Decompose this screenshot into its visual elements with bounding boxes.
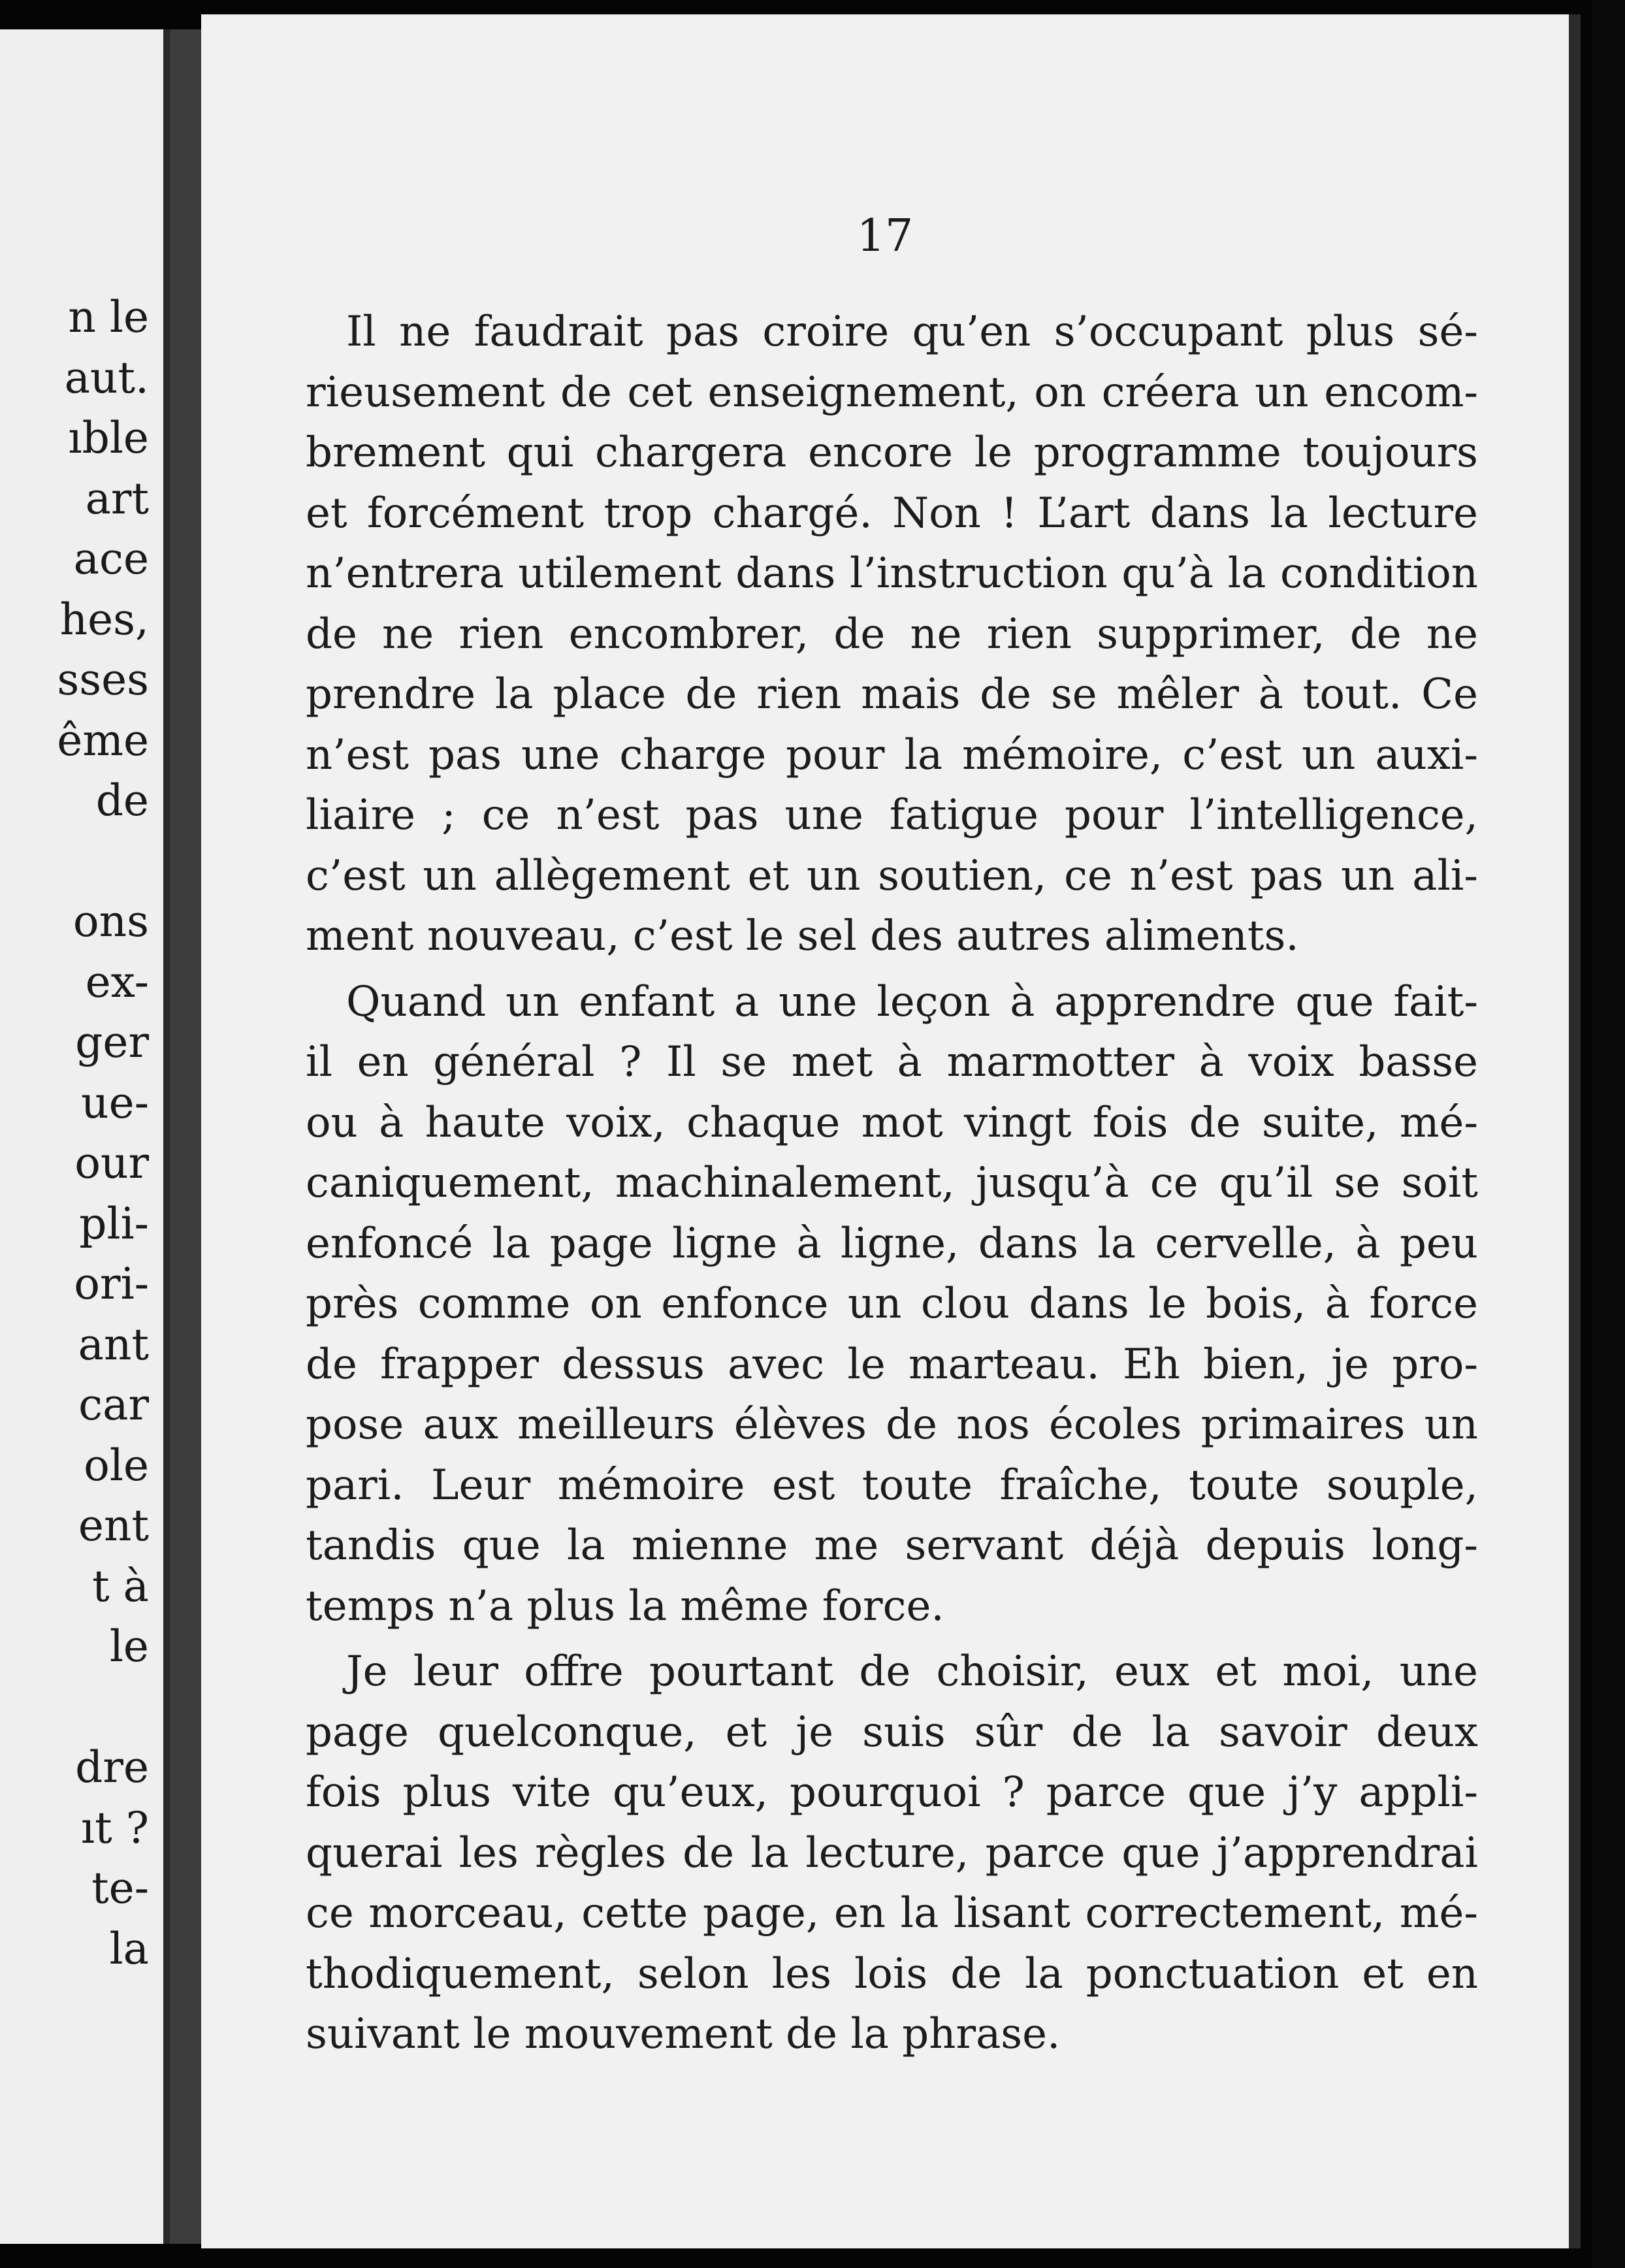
main-page (201, 14, 1581, 2248)
gutter-shadow (163, 29, 170, 2244)
left-fragment: ex- (85, 956, 149, 1007)
text-line: fois plus vite qu’eux, pourquoi ? parce que j’y appli- (306, 1768, 1478, 1817)
text-line: pari. Leur mémoire est toute fraîche, toute souple, (306, 1461, 1478, 1510)
text-line: ce morceau, cette page, en la lisant correctement, mé- (306, 1889, 1478, 1937)
left-facing-page (0, 29, 163, 2244)
text-line: brement qui chargera encore le programme toujours (306, 429, 1478, 477)
left-fragment: ue- (81, 1077, 149, 1128)
text-line: n’entrera utilement dans l’instruction qu’à la condition (306, 549, 1478, 598)
left-fragment: le (109, 1621, 149, 1672)
left-fragment: n le (68, 292, 149, 342)
left-fragment: art (85, 473, 149, 524)
text-line: de frapper dessus avec le marteau. Eh bien, je pro- (306, 1340, 1478, 1389)
left-fragment: ıt ? (81, 1802, 149, 1853)
left-fragment (57, 832, 149, 892)
left-fragment: te- (91, 1863, 149, 1913)
left-fragment: t à (92, 1561, 149, 1612)
paragraph (306, 1642, 1478, 2065)
text-line: enfoncé la page ligne à ligne, dans la cervelle, à peu (306, 1219, 1478, 1268)
left-page-text-fragments (57, 287, 149, 1979)
text-line: et forcément trop chargé. Non ! L’art dans la lecture (306, 489, 1478, 538)
left-fragment: ace (73, 534, 149, 584)
left-fragment: la (109, 1923, 149, 1974)
left-fragment: ême (57, 715, 149, 766)
left-fragment (57, 1677, 149, 1738)
text-line: page quelconque, et je suis sûr de la savoir deux (306, 1708, 1478, 1757)
left-fragment: ant (78, 1319, 149, 1370)
text-line: Quand un enfant a une leçon à apprendre que fait- (346, 977, 1478, 1026)
text-line: caniquement, machinalement, jusqu’à ce qu’il se soit (306, 1159, 1478, 1207)
left-fragment: ıble (68, 413, 149, 463)
paragraph (306, 302, 1478, 967)
text-line: suivant le mouvement de la phrase. (306, 2010, 1061, 2058)
left-fragment: ger (75, 1017, 149, 1067)
left-fragment: aut. (64, 352, 149, 403)
text-line: pose aux meilleurs élèves de nos écoles primaires un (306, 1401, 1478, 1449)
text-line: n’est pas une charge pour la mémoire, c’est un auxi- (306, 730, 1478, 779)
page-number: 17 (856, 210, 914, 262)
left-fragment: car (78, 1380, 149, 1430)
text-line: de ne rien encombrer, de ne rien supprimer, de ne (306, 609, 1478, 658)
left-fragment: ole (84, 1440, 149, 1491)
left-fragment: ori- (74, 1259, 149, 1309)
text-line: ment nouveau, c’est le sel des autres aliments. (306, 912, 1299, 960)
text-line: prendre la place de rien mais de se mêler à tout. Ce (306, 670, 1478, 719)
text-line: Je leur offre pourtant de choisir, eux et moi, une (346, 1647, 1478, 1696)
text-line: thodiquement, selon les lois de la ponctuation et en (306, 1949, 1478, 1998)
paragraph (306, 972, 1478, 1637)
left-fragment: dre (75, 1742, 149, 1792)
text-line: près comme on enfonce un clou dans le bois, à force (306, 1280, 1478, 1328)
text-line: c’est un allègement et un soutien, ce n’est pas un ali- (306, 851, 1478, 900)
left-fragment: de (95, 775, 149, 826)
left-fragment: ons (72, 896, 149, 947)
text-line: il en général ? Il se met à marmotter à voix basse (306, 1038, 1478, 1086)
text-line: Il ne faudrait pas croire qu’en s’occupant plus sé- (346, 308, 1478, 356)
page-body (306, 302, 1478, 2070)
left-fragment: pli- (79, 1198, 149, 1249)
text-line: querai les règles de la lecture, parce que j’apprendrai (306, 1828, 1478, 1877)
text-line: tandis que la mienne me servant déjà depuis long- (306, 1521, 1478, 1570)
text-line: liaire ; ce n’est pas une fatigue pour l’intelligence, (306, 791, 1478, 839)
text-line: temps n’a plus la même force. (306, 1581, 944, 1630)
left-fragment: ent (78, 1500, 149, 1551)
book-binding (170, 29, 201, 2244)
scan-right-edge (1592, 0, 1625, 2268)
left-fragment: hes, (59, 594, 149, 645)
left-fragment: our (74, 1138, 149, 1188)
text-line: rieusement de cet enseignement, on créera un encom- (306, 368, 1478, 417)
text-line: ou à haute voix, chaque mot vingt fois de suite, mé- (306, 1098, 1478, 1147)
left-fragment: sses (57, 655, 149, 705)
